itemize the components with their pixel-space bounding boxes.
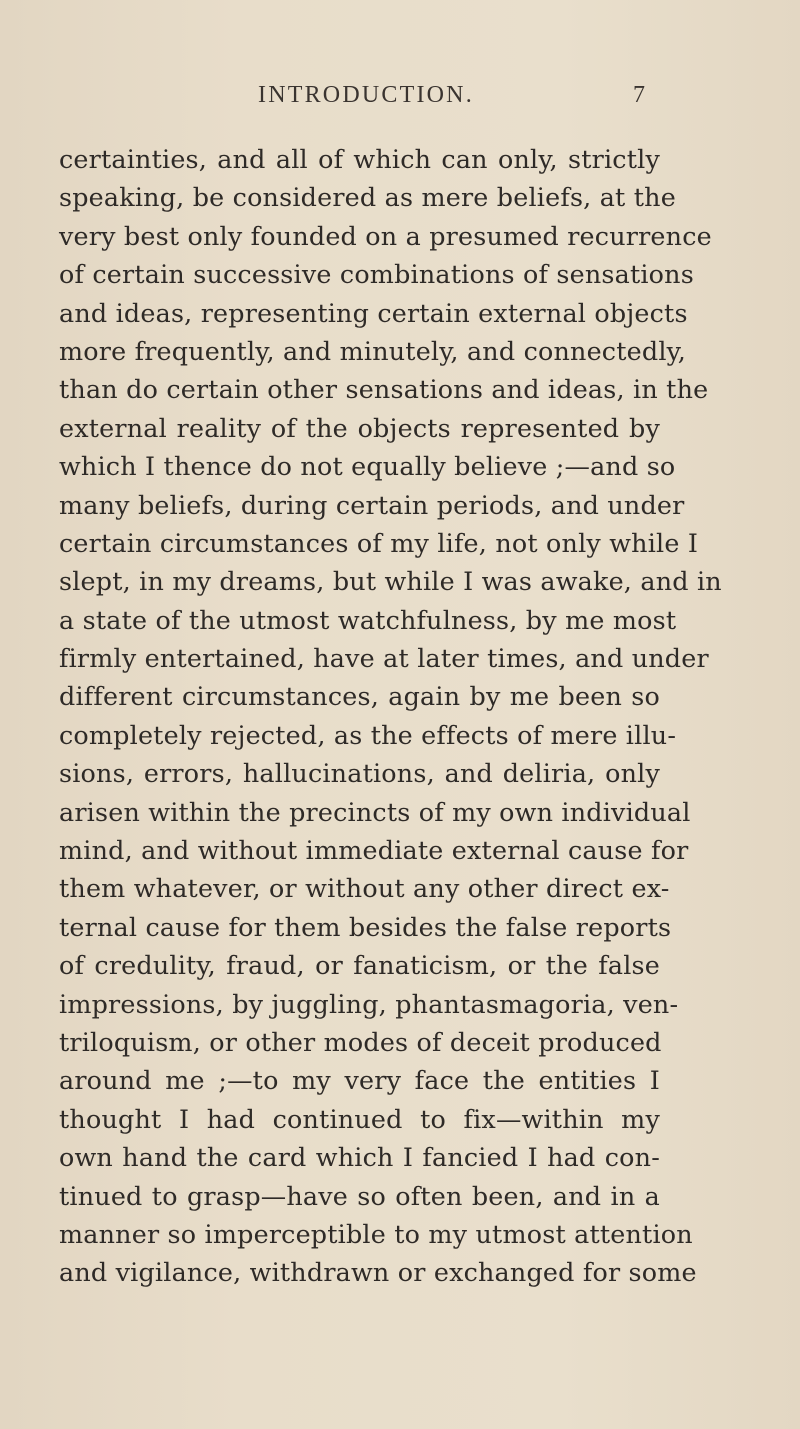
text-line: tinued to grasp—have so often been, and in a — [59, 1180, 660, 1211]
text-line: external reality of the objects represented by — [59, 412, 660, 443]
text-line: many beliefs, during certain periods, and under — [59, 489, 685, 520]
text-line: very best only founded on a presumed recurrence — [59, 220, 712, 251]
text-line: and vigilance, withdrawn or exchanged for some — [59, 1257, 697, 1288]
text-line: own hand the card which I fancied I had con- — [59, 1142, 660, 1173]
text-line: sions, errors, hallucinations, and deliria, only — [59, 758, 660, 789]
text-line: more frequently, and minutely, and connectedly, — [59, 335, 687, 366]
running-head-title: INTRODUCTION. — [258, 82, 474, 108]
text-line: a state of the utmost watchfulness, by me most — [59, 604, 677, 635]
text-line: and ideas, representing certain external objects — [59, 297, 688, 328]
text-line: around me ;—to my very face the entities I — [59, 1065, 660, 1096]
text-line: thought I had continued to fix—within my — [59, 1103, 660, 1134]
text-line: manner so imperceptible to my utmost attention — [59, 1218, 693, 1249]
text-line: certainties, and all of which can only, strictly — [59, 144, 660, 174]
text-line: which I thence do not equally believe ;—and so — [59, 451, 676, 482]
text-line: slept, in my dreams, but while I was awake, and in — [59, 566, 722, 597]
running-head — [0, 82, 800, 112]
page-number: 7 — [633, 82, 645, 108]
text-line: them whatever, or without any other direct ex- — [59, 873, 670, 904]
text-line: speaking, be considered as mere beliefs, at the — [59, 182, 676, 213]
text-line: certain circumstances of my life, not only while I — [59, 527, 699, 558]
text-line: arisen within the precincts of my own individual — [59, 796, 691, 827]
body-text — [59, 140, 722, 1292]
text-line: than do certain other sensations and ideas, in the — [59, 374, 709, 405]
text-line: ternal cause for them besides the false reports — [59, 911, 672, 942]
text-line: of certain successive combinations of sensations — [59, 259, 694, 290]
text-line: completely rejected, as the effects of mere illu- — [59, 719, 677, 750]
text-line: impressions, by juggling, phantasmagoria, ven- — [59, 988, 679, 1019]
text-line: of credulity, fraud, or fanaticism, or the false — [59, 950, 660, 981]
text-line: different circumstances, again by me been so — [59, 681, 660, 712]
text-line: firmly entertained, have at later times, and under — [59, 643, 709, 674]
text-line: triloquism, or other modes of deceit produced — [59, 1026, 662, 1057]
text-line: mind, and without immediate external cause for — [59, 835, 689, 866]
